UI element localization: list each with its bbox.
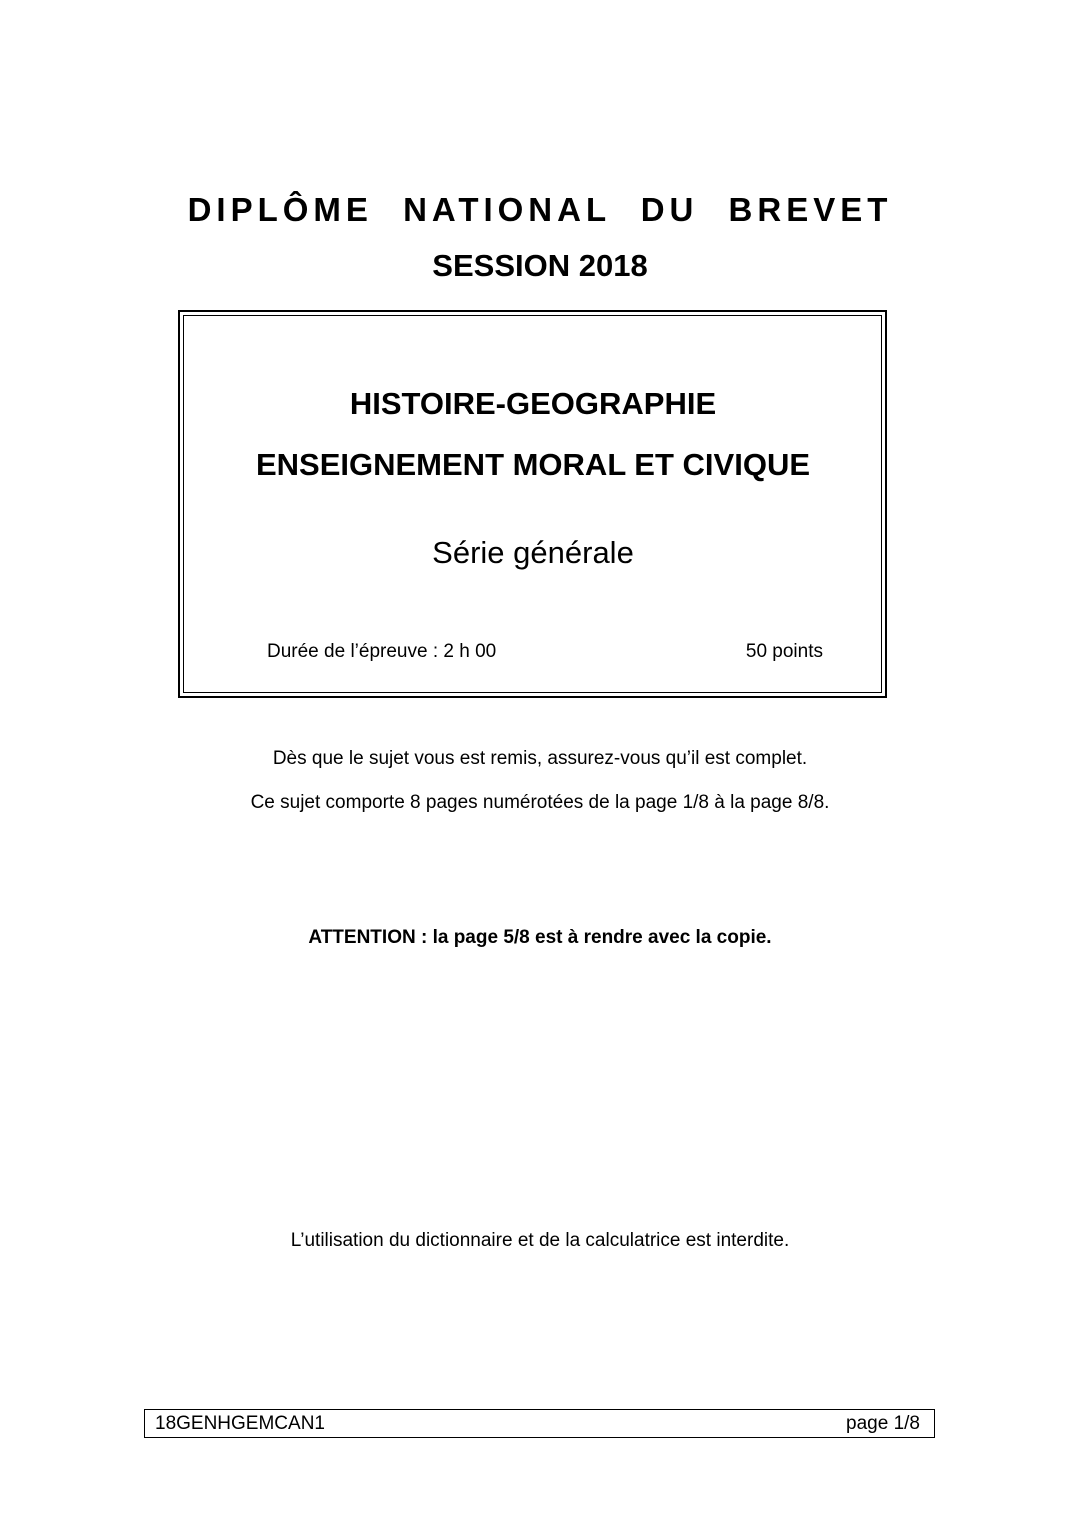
- exam-duration: Durée de l’épreuve : 2 h 00: [267, 641, 497, 662]
- usage-notice: L’utilisation du dictionnaire et de la calculatrice est interdite.: [290, 1230, 790, 1251]
- series-label: Série générale: [432, 535, 634, 570]
- exam-title: DIPLÔME NATIONAL DU BREVET: [187, 191, 893, 228]
- page-footer: [144, 1409, 935, 1438]
- exam-code: 18GENHGEMCAN1: [155, 1413, 325, 1434]
- subject-subtitle: ENSEIGNEMENT MORAL ET CIVIQUE: [255, 447, 811, 482]
- subject-title: HISTOIRE-GEOGRAPHIE: [349, 386, 717, 421]
- instruction-page-count: Ce sujet comporte 8 pages numérotées de la page 1/8 à la page 8/8.: [250, 792, 830, 813]
- page-number: page 1/8: [846, 1413, 920, 1434]
- instruction-check-complete: Dès que le sujet vous est remis, assurez-vous qu’il est complet.: [272, 748, 808, 769]
- exam-points: 50 points: [745, 641, 823, 662]
- subject-box-inner-border: [183, 315, 882, 693]
- attention-notice: ATTENTION : la page 5/8 est à rendre avec la copie.: [308, 927, 772, 948]
- session-label: SESSION 2018: [432, 248, 648, 283]
